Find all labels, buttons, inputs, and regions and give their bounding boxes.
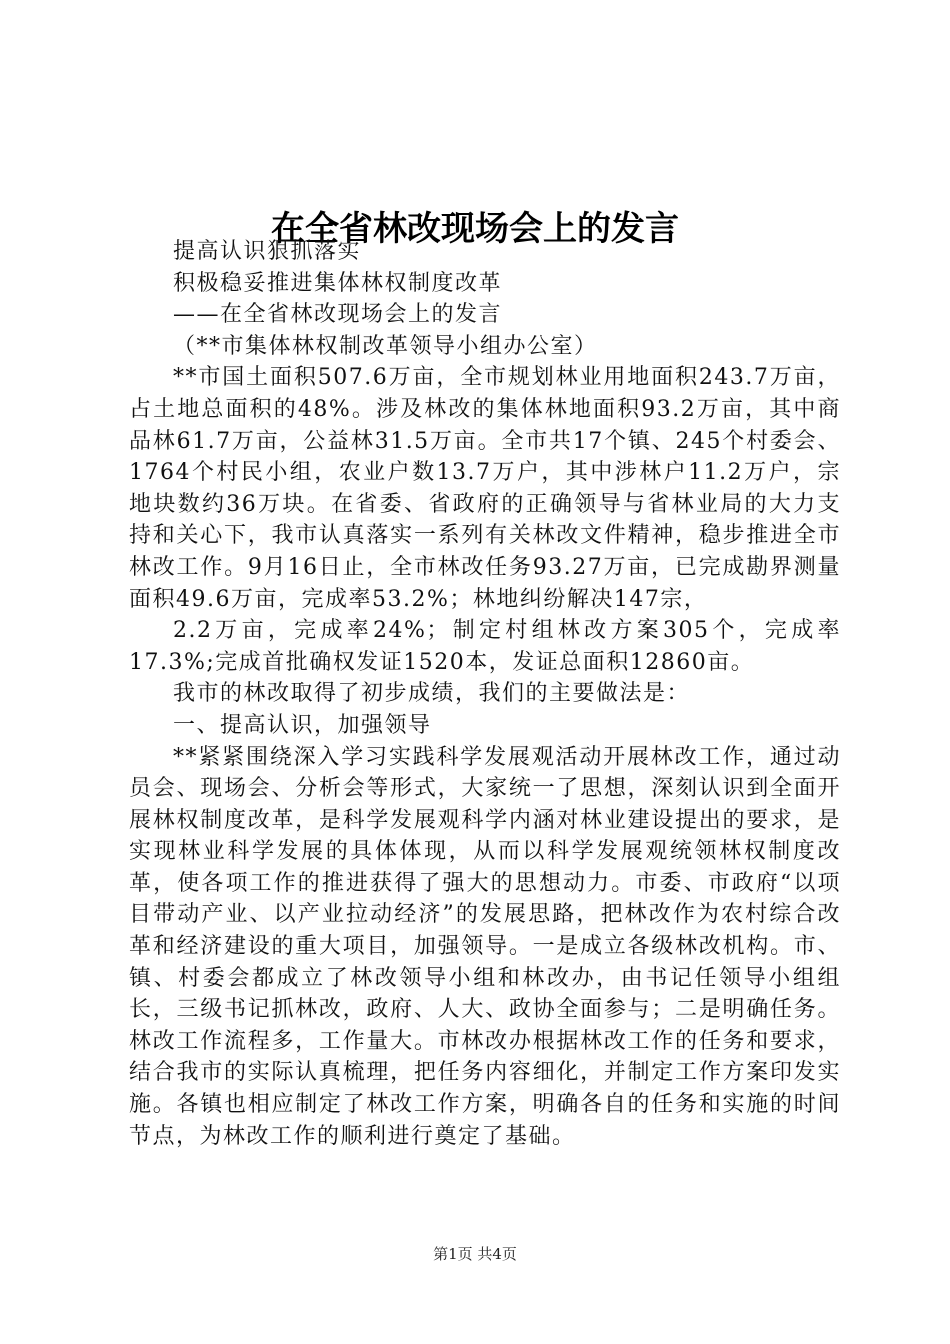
subtitle-line-3: ——在全省林改现场会上的发言 — [173, 302, 503, 328]
section-heading-1: 一、提高认识，加强领导 — [173, 712, 432, 738]
document-title: 在全省林改现场会上的发言 — [271, 208, 679, 249]
paragraph-overview: **市国土面积507.6万亩，全市规划林业用地面积243.7万亩，占土地总面积的48%。涉及林改的集体林地面积93.2万亩，其中商品林61.7万亩，公益林31.5万亩。全市共17个镇、245个村委会、1764个村民小组，农业户数13.7万户，其中涉林户11.2万户，宗地块数约36万块。在省委、省政府的正确领导与省林业局的大力支持和关心下，我市认真落实一系列有关林改文件精神，稳步推进全市林改工作。9月16日止，全市林改任务93.27万亩，已完成勘界测量面积49.6万亩，完成率53.2%；林地纠纷解决147宗， — [129, 365, 841, 612]
page-number-footer: 第1页 共4页 — [433, 1245, 517, 1263]
paragraph-intro-methods: 我市的林改取得了初步成绩，我们的主要做法是： — [173, 681, 691, 707]
paragraph-progress: 2.2万亩，完成率24%；制定村组林改方案305个，完成率17.3%;完成首批确权发证1520本，发证总面积12860亩。 — [129, 618, 841, 675]
author-line: （**市集体林权制改革领导小组办公室） — [173, 333, 598, 359]
paragraph-section-1: **紧紧围绕深入学习实践科学发展观活动开展林改工作，通过动员会、现场会、分析会等形式，大家统一了思想，深刻认识到全面开展林权制度改革，是科学发展观科学内涵对林业建设提出的要求，是实现林业科学发展的具体体现，从而以科学发展观统领林权制度改革，使各项工作的推进获得了强大的思想动力。市委、市政府“以项目带动产业、以产业拉动经济”的发展思路，把林改作为农村综合改革和经济建设的重大项目，加强领导。一是成立各级林改机构。市、镇、村委会都成立了林改领导小组和林改办，由书记任领导小组组长，三级书记抓林改，政府、人大、政协全面参与；二是明确任务。林改工作流程多，工作量大。市林改办根据林改工作的任务和要求，结合我市的实际认真梳理，把任务内容细化，并制定工作方案印发实施。各镇也相应制定了林改工作方案，明确各自的任务和实施的时间节点，为林改工作的顺利进行奠定了基础。 — [129, 744, 841, 1149]
subtitle-line-1: 提高认识狠抓落实 — [173, 239, 362, 264]
document-body — [129, 236, 841, 1152]
subtitle-line-2: 积极稳妥推进集体林权制度改革 — [173, 270, 503, 296]
